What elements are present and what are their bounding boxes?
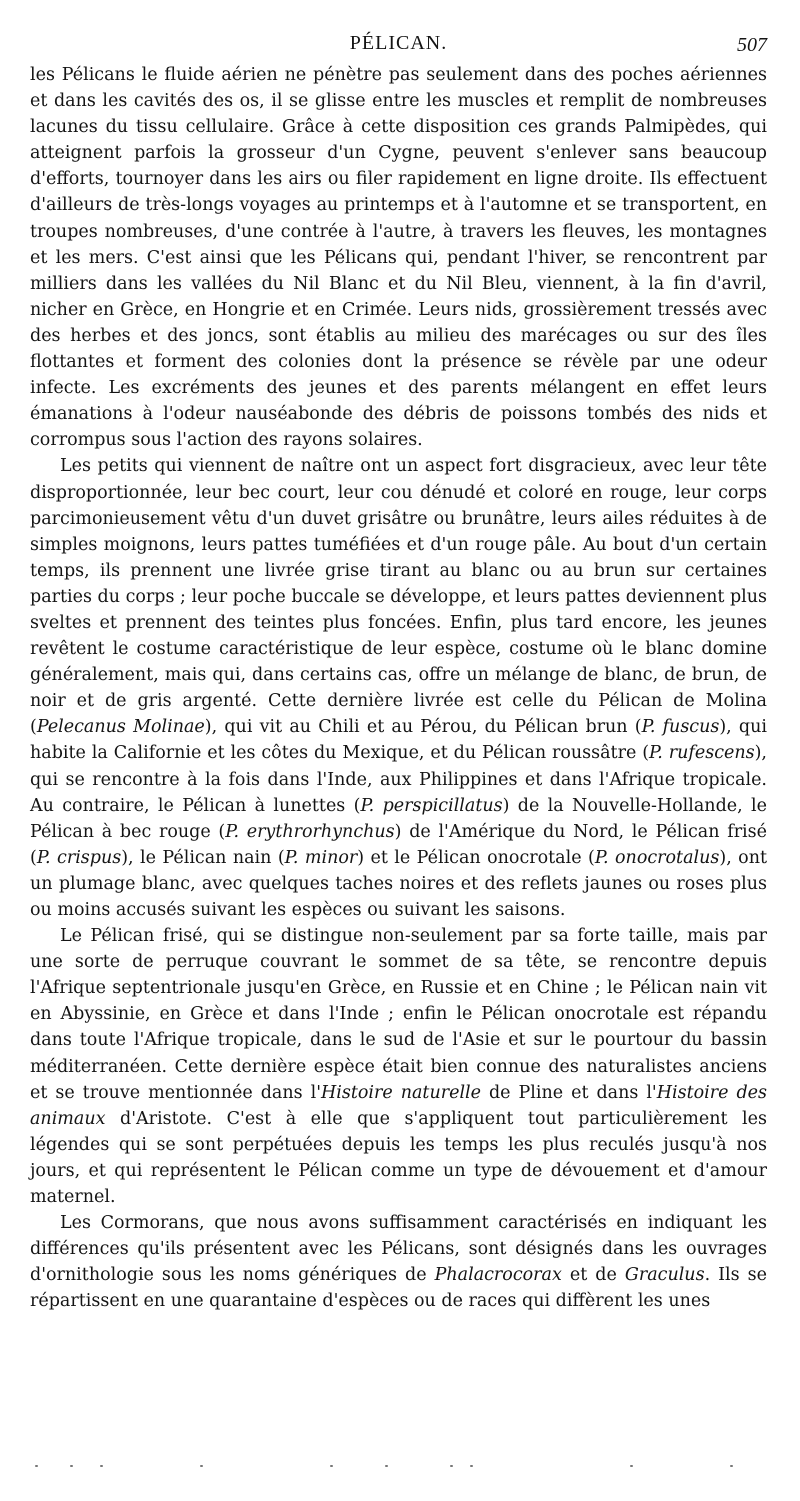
text-run: ), qui habite la Californie et les côtes du Mexique, et du Pélican roussâtre (	[30, 717, 768, 764]
running-head	[30, 30, 767, 58]
italic-run: P. minor	[284, 847, 358, 868]
text-run: Les Cormorans, que nous avons suffisamment caractérisés en indiquant les différences qu'ils présentent avec les Pélicans, sont désignés dans les ouvrages d'ornithologie sous les noms génériques de	[30, 1213, 767, 1286]
italic-run: Histoire naturelle	[321, 1082, 481, 1103]
text-run: ) de la Nouvelle-Hollande, le Pélican à bec rouge (	[30, 795, 767, 842]
italic-run: Phalacrocorax	[434, 1265, 562, 1286]
text-run: d'Aristote. C'est à elle que s'appliquent tout particulièrement les légendes qui se sont perpétuées depuis les temps les plus reculés jusqu'à nos jours, et qui représentent le Pélican comme un type de dévouement et d'amour maternel.	[30, 1108, 767, 1208]
text-run: . Ils se répartissent en une quarantaine d'espèces ou de races qui diffèrent les unes	[30, 1265, 767, 1312]
italic-run: P. crispus	[36, 847, 122, 868]
italic-run: P. perspicillatus	[360, 795, 503, 816]
italic-run: P. onocrotalus	[594, 847, 720, 868]
text-run: Le Pélican frisé, qui se distingue non-seulement par sa forte taille, mais par une sorte de perruque couvrant le sommet de sa tête, se rencontre depuis l'Afrique septentrionale jusqu'en Grèce, en Russie et en Chine ; le Pélican nain vit en Abyssinie, en Grèce et dans l'Inde ; enfin le Pélican onocrotale est répandu dans toute l'Afrique tropicale, dans le sud de l'Asie et sur le pourtour du bassin méditerranéen. Cette dernière espèce était bien connue des naturalistes anciens et se trouve mentionnée dans l'	[30, 926, 767, 1103]
paragraph-2	[30, 453, 767, 923]
text-run: ) et le Pélican onocrotale (	[357, 847, 595, 868]
print-specks	[30, 1460, 770, 1470]
paragraph-3	[30, 923, 767, 1210]
running-title: PÉLICAN.	[349, 32, 448, 54]
text-run: les Pélicans le fluide aérien ne pénètre pas seulement dans des poches aériennes et dans les cavités des os, il se glisse entre les muscles et remplit de nombreuses lacunes du tissu cellulaire. Grâce à cette disposition ces grands Palmipèdes, qui atteignent parfois la grosseur d'un Cygne, peuvent s'enlever sans beaucoup d'efforts, tournoyer dans les airs ou filer rapidement en ligne droite. Ils effectuent d'ailleurs de très-longs voyages au printemps et à l'automne et se transportent, en troupes nombreuses, d'une contrée à l'autre, à travers les fleuves, les montagnes et les mers. C'est ainsi que les Pélicans qui, pendant l'hiver, se rencontrent par milliers dans les vallées du Nil Blanc et du Nil Bleu, viennent, à la fin d'avril, nicher en Grèce, en Hongrie et en Crimée. Leurs nids, grossièrement tressés avec des herbes et des joncs, sont établis au milieu des marécages ou sur des îles flottantes et forment des colonies dont la présence se révèle par une odeur infecte. Les excréments des jeunes et des parents mélangent en effet leurs émanations à l'odeur nauséabonde des débris de poissons tombés des nids et corrompus sous l'action des rayons solaires.	[30, 65, 767, 451]
italic-run: P. erythrorhynchus	[225, 821, 395, 842]
body-text	[30, 62, 767, 1315]
text-run: ), ont un plumage blanc, avec quelques taches noires et des reflets jaunes ou roses plus ou moins accusés suivant les espèces ou suivant les saisons.	[30, 847, 768, 920]
text-run: ) de l'Amérique du Nord, le Pélican frisé (	[30, 821, 767, 868]
italic-run: P. fuscus	[641, 717, 720, 738]
text-run: ), qui vit au Chili et au Pérou, du Pélican brun (	[204, 717, 642, 738]
page-number: 507	[737, 34, 767, 56]
text-run: ), qui se rencontre à la fois dans l'Inde, aux Philippines et dans l'Afrique tropicale. Au contraire, le Pélican à lunettes (	[30, 743, 767, 816]
paragraph-1	[30, 62, 767, 453]
book-page	[30, 30, 767, 1315]
text-run: de Pline et dans l'	[481, 1082, 657, 1103]
italic-run: Graculus	[624, 1265, 705, 1286]
italic-run: P. rufescens	[649, 743, 755, 764]
text-run: Les petits qui viennent de naître ont un aspect fort disgracieux, avec leur tête disproportionnée, leur bec court, leur cou dénudé et coloré en rouge, leur corps parcimonieusement vêtu d'un duvet grisâtre ou brunâtre, leurs ailes réduites à de simples moignons, leurs pattes tuméfiées et d'un rouge pâle. Au bout d'un certain temps, ils prennent une livrée grise tirant au blanc ou au brun sur certaines parties du corps ; leur poche buccale se développe, et leurs pattes deviennent plus sveltes et prennent des teintes plus foncées. Enfin, plus tard encore, les jeunes revêtent le costume caractéristique de leur espèce, costume où le blanc domine généralement, mais qui, dans certains cas, offre un mélange de blanc, de brun, de noir et de gris argenté. Cette dernière livrée est celle du Pélican de Molina (	[30, 456, 767, 738]
italic-run: Pelecanus Molinae	[36, 717, 205, 738]
text-run: ), le Pélican nain (	[121, 847, 285, 868]
text-run: et de	[561, 1265, 625, 1286]
paragraph-4	[30, 1210, 767, 1314]
italic-run: Histoire des animaux	[30, 1082, 767, 1129]
